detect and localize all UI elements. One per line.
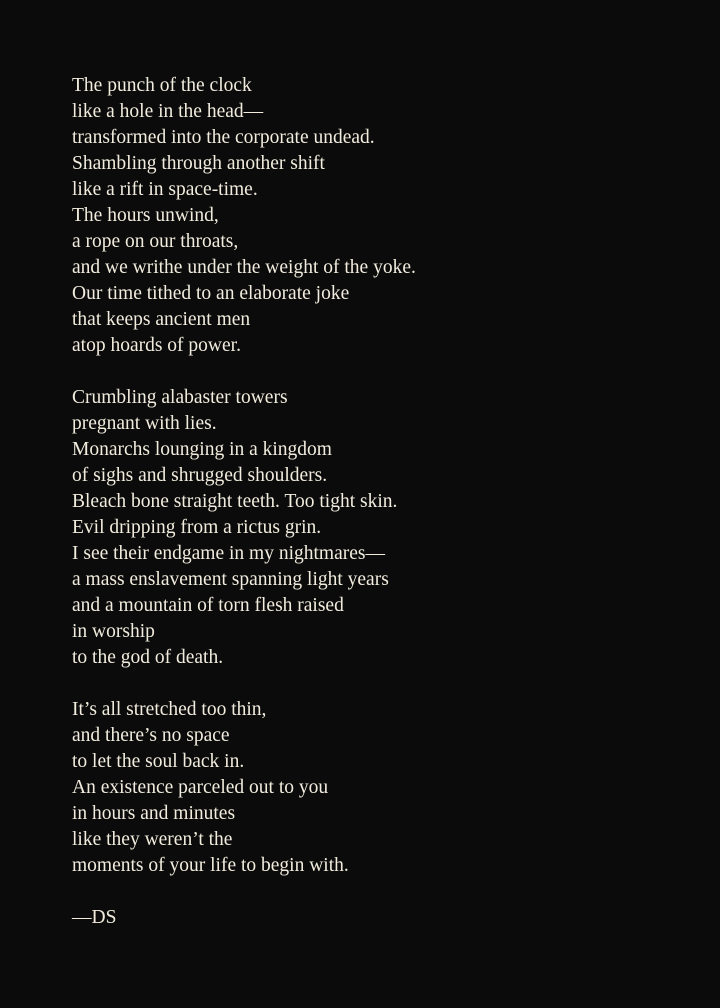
poem-line: Shambling through another shift: [72, 153, 325, 174]
stanza-1: [72, 73, 720, 359]
poem-line: a mass enslavement spanning light years: [72, 569, 389, 590]
poem-line: of sighs and shrugged shoulders.: [72, 465, 328, 486]
poem-line: in hours and minutes: [72, 803, 236, 824]
stanza-3: [72, 697, 720, 879]
poem-line: like a rift in space-time.: [72, 179, 258, 200]
poem-line: and a mountain of torn flesh raised: [72, 595, 344, 616]
poem-line: in worship: [72, 621, 155, 642]
poem-line: The punch of the clock: [72, 75, 252, 96]
poem-line: Crumbling alabaster towers: [72, 387, 288, 408]
poem-line: and we writhe under the weight of the yoke.: [72, 257, 416, 278]
poem-line: a rope on our throats,: [72, 231, 239, 252]
poem-line: and there’s no space: [72, 725, 230, 746]
poem-line: The hours unwind,: [72, 205, 219, 226]
poem-line: to the god of death.: [72, 647, 224, 668]
poem-line: atop hoards of power.: [72, 335, 241, 356]
poem-line: Bleach bone straight teeth. Too tight skin.: [72, 491, 398, 512]
poem-line: I see their endgame in my nightmares—: [72, 543, 385, 564]
author-signature: —DS: [72, 907, 117, 928]
poem-line: Monarchs lounging in a kingdom: [72, 439, 332, 460]
poem-line: An existence parceled out to you: [72, 777, 329, 798]
poem-line: like they weren’t the: [72, 829, 233, 850]
poem-line: pregnant with lies.: [72, 413, 217, 434]
poem-line: moments of your life to begin with.: [72, 855, 349, 876]
poem-line: Our time tithed to an elaborate joke: [72, 283, 350, 304]
stanza-2: [72, 385, 720, 671]
poem-line: transformed into the corporate undead.: [72, 127, 375, 148]
poem-line: It’s all stretched too thin,: [72, 699, 267, 720]
poem-line: Evil dripping from a rictus grin.: [72, 517, 322, 538]
poem-line: that keeps ancient men: [72, 309, 251, 330]
poem-line: like a hole in the head—: [72, 101, 264, 122]
poem-line: to let the soul back in.: [72, 751, 245, 772]
